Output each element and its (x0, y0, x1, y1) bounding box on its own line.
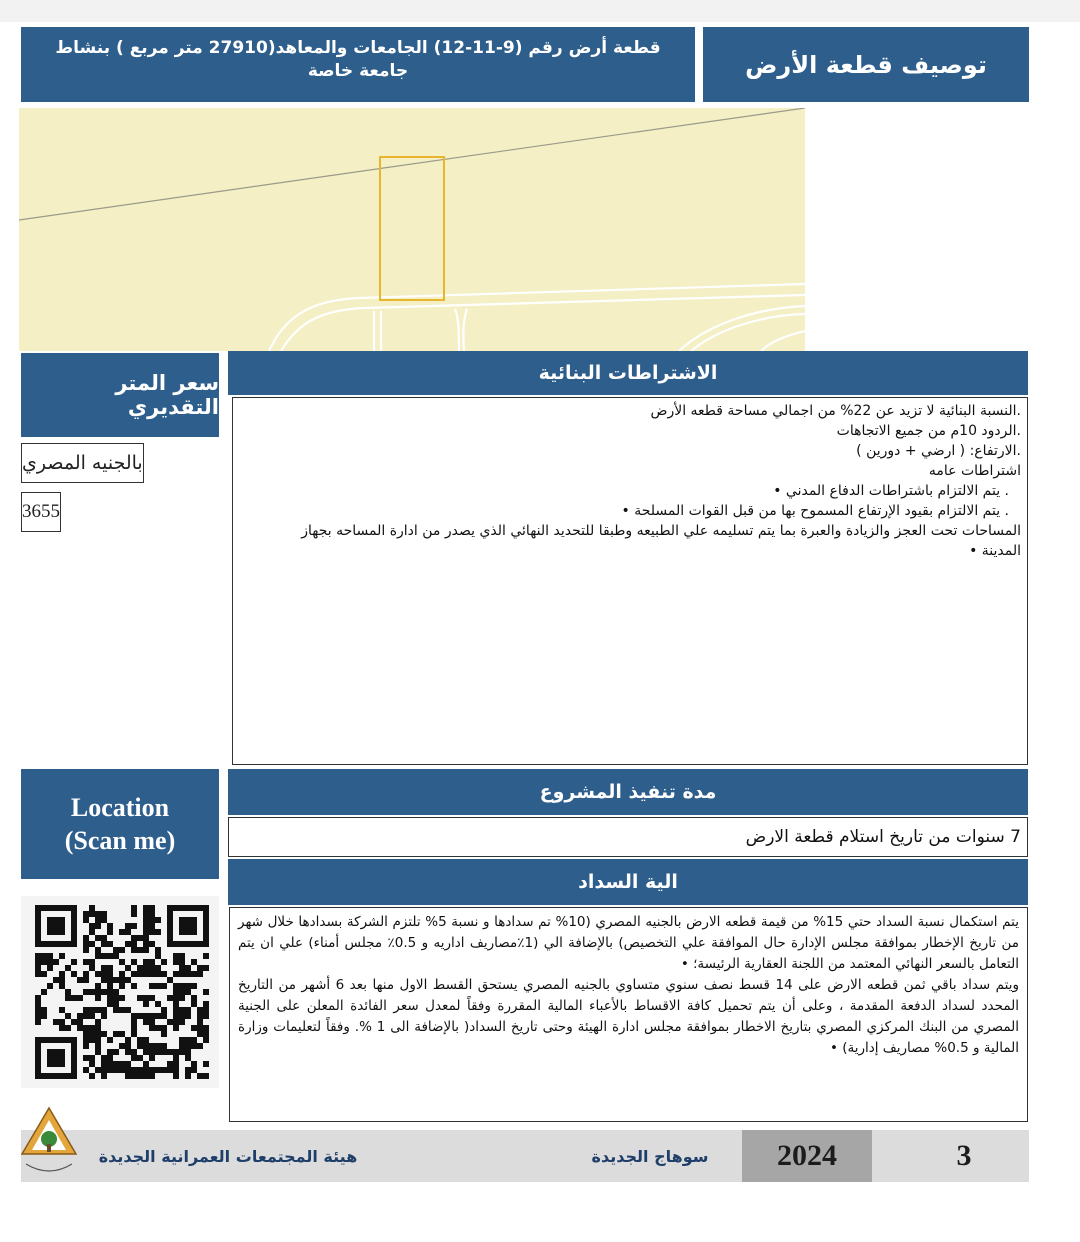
condition-line: . يتم الالتزام بقيود الإرتفاع المسموح بها من قبل القوات المسلحة • (621, 503, 1009, 519)
qr-code-graphic (21, 896, 219, 1088)
logo-emblem-icon (18, 1104, 80, 1188)
authority-name: هيئة المجتمعات العمرانية الجديدة (98, 1146, 358, 1166)
condition-line: المساحات تحت العجز والزيادة والعبرة بما يتم تسليمه علي الطبيعه وطبقا للتحديد النهائي الذي يصدر من ادارة المساحه بجهاز المدينة • (301, 523, 1021, 559)
currency-label: بالجنيه المصري (21, 443, 144, 483)
land-plot-description: قطعة أرض رقم (9-11-12) الجامعات والمعاهد(27910 متر مربع ) بنشاط جامعة خاصة (21, 27, 695, 102)
condition-line: .الارتفاع: ( ارضي + دورين ) (856, 443, 1021, 459)
payment-mechanism-heading: الية السداد (228, 859, 1028, 905)
location-label: Location (70, 793, 170, 822)
location-heading (21, 769, 219, 879)
city-name: سوهاج الجديدة (591, 1146, 709, 1166)
land-description-title: توصيف قطعة الأرض (703, 27, 1029, 102)
price-per-meter-value: 3655 (21, 492, 61, 532)
condition-line: .الردود 10م من جميع الاتجاهات (836, 423, 1021, 439)
condition-line: اشتراطات عامه (928, 463, 1021, 479)
condition-line: .النسبة البنائية لا تزيد عن 22% من اجمالي مساحة قطعه الأرض (650, 403, 1021, 419)
project-duration-text: 7 سنوات من تاريخ استلام قطعة الارض (745, 827, 1021, 847)
year-label: 2024 (742, 1130, 872, 1182)
payment-paragraph: ويتم سداد باقي ثمن قطعه الارض على 14 قسط نصف سنوي متساوي بالجنيه المصري يستحق القسط الاول منها بعد 6 أشهر من التاريخ المحدد لسداد الدفعة المقدمة ، وعلى أن يتم تحميل كافة الاقساط بالأعباء المالية المقررة وفقاً لمعدل سعر الفائدة المعلن على الجنية المصري من البنك المركزي المصري بتاريخ الاخطار بموافقة مجلس ادارة الهيئة وحتى تاريخ السداد( بالإضافة الى 1 %. وفقاً لتعليمات وزارة المالية و 0.5% مصاريف إدارية) • (238, 977, 1020, 1056)
condition-line: . يتم الالتزام باشتراطات الدفاع المدني • (773, 483, 1009, 499)
page-number: 3 (956, 1139, 972, 1172)
roads (269, 284, 805, 351)
project-duration-box (228, 817, 1028, 857)
payment-paragraph: يتم استكمال نسبة السداد حتي 15% من قيمة قطعه الارض بالجنيه المصري (10% تم سدادها و نسبة 5% تلتزم الشركة بسدادها خلال شهر من تاريخ الإخطار بموافقة مجلس الإدارة حال الموافقة علي التخصيص) بالإضافة الي (1٪مصاريف اداريه و 0.5٪ مجلس أمناء) علي ان يتم التعامل بالسعر النهائي المعتمد من اللجنة العقارية الرئيسة؛ • (238, 914, 1020, 972)
estimated-price-heading: سعر المتر التقديري (21, 353, 219, 437)
location-qr-code[interactable] (21, 896, 219, 1088)
land-plot-map (19, 108, 805, 351)
map-drawing (19, 108, 805, 351)
scan-me-label: (Scan me) (64, 826, 176, 855)
project-duration-heading: مدة تنفيذ المشروع (228, 769, 1028, 815)
land-plot-outline (380, 157, 444, 300)
boundary-line (19, 108, 805, 220)
building-conditions-heading: الاشتراطات البنائية (228, 351, 1028, 395)
payment-terms-box (229, 907, 1028, 1122)
building-conditions-box (232, 397, 1028, 765)
ministry-logo (18, 1104, 80, 1188)
